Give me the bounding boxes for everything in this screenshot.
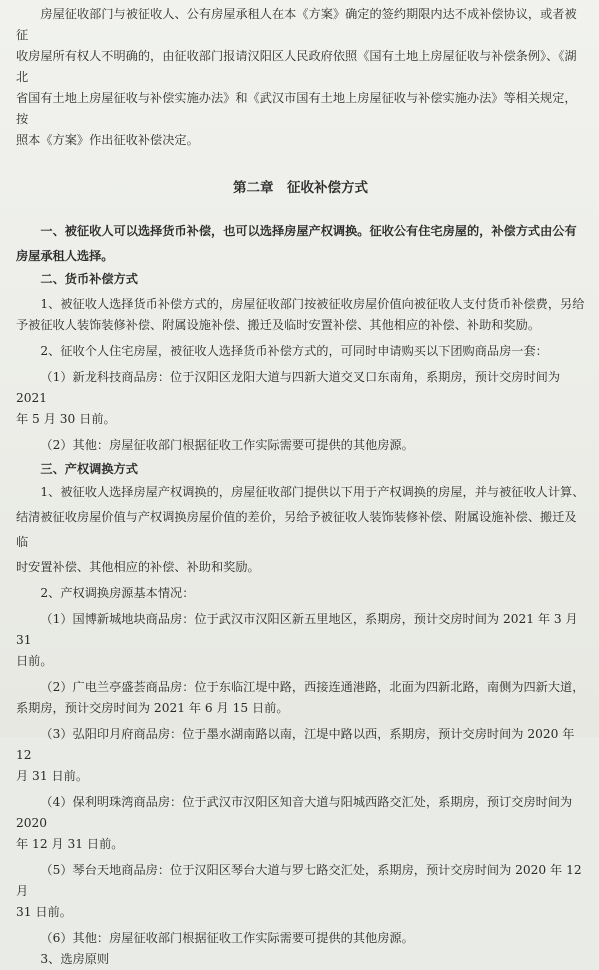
section-2-option-1 (16, 367, 585, 430)
option-1-line-2: 日前。 (16, 654, 53, 668)
intro-line-2: 收房屋所有权人不明确的，由征收部门报请汉阳区人民政府依照《国有土地上房屋征收与补偿条例》、《湖北 (16, 49, 577, 84)
housing-option-4 (16, 792, 585, 855)
s2-opt1-line-1: （1）新龙科技商品房：位于汉阳区龙阳大道与四新大道交叉口东南角，系期房，预计交房时间为 2021 (16, 370, 561, 405)
s3-p1-line-3: 时安置补偿、其他相应的补偿、补助和奖励。 (16, 560, 260, 574)
section-2-para-2: 2、征收个人住宅房屋，被征收人选择货币补偿方式的，可同时申请购买以下团购商品房一套： (40, 344, 548, 358)
section-1-line-1: 一、被征收人可以选择货币补偿，也可以选择房屋产权调换。征收公有住宅房屋的，补偿方式由公有 (40, 224, 577, 238)
intro-line-1: 房屋征收部门与被征收人、公有房屋承租人在本《方案》确定的签约期限内达不成补偿协议，或者被征 (16, 7, 577, 42)
s3-p1-line-2: 结清被征收房屋价值与产权调换房屋价值的差价，另给予被征收人装饰装修补偿、附属设施补偿、搬迁及临 (16, 510, 577, 549)
section-2-para-1 (16, 294, 585, 336)
s2-p1-line-2: 予被征收人装饰装修补偿、附属设施补偿、搬迁及临时安置补偿、其他相应的补偿、补助和奖励。 (16, 318, 541, 332)
chapter-title: 第二章 征收补偿方式 (233, 180, 368, 196)
section-3-para-2: 2、产权调换房源基本情况： (40, 586, 195, 600)
section-1-paragraph (16, 219, 585, 269)
option-5-line-2: 31 日前。 (16, 905, 72, 919)
housing-option-5 (16, 860, 585, 923)
option-2-line-2: 系期房，预计交房时间为 2021 年 6 月 15 日前。 (16, 701, 289, 715)
option-3-line-2: 月 31 日前。 (16, 769, 89, 783)
intro-line-4: 照本《方案》作出征收补偿决定。 (16, 133, 199, 147)
option-1-line-1: （1）国博新城地块商品房：位于武汉市汉阳区新五里地区，系期房，预计交房时间为 2021 年 3 月 31 (16, 612, 578, 647)
section-2-option-2: （2）其他：房屋征收部门根据征收工作实际需要可提供的其他房源。 (40, 438, 414, 452)
section-2-heading: 二、货币补偿方式 (40, 272, 138, 286)
intro-paragraph (16, 4, 585, 151)
section-1-line-2: 房屋承租人选择。 (16, 249, 114, 263)
housing-option-2 (16, 677, 585, 719)
section-3-para-3: 3、选房原则 (40, 952, 110, 966)
s2-opt1-line-2: 年 5 月 30 日前。 (16, 412, 116, 426)
option-4-line-1: （4）保利明珠湾商品房：位于武汉市汉阳区知音大道与阳城西路交汇处，系期房，预订交房时间为 2020 (16, 795, 573, 830)
s2-p1-line-1: 1、被征收人选择货币补偿方式的，房屋征收部门按被征收房屋价值向被征收人支付货币补偿费，另给 (40, 297, 585, 311)
housing-option-3 (16, 724, 585, 787)
s3-p1-line-1: 1、被征收人选择房屋产权调换的，房屋征收部门提供以下用于产权调换的房屋，并与被征收人计算、 (40, 485, 585, 499)
section-3-para-1 (16, 480, 585, 580)
intro-line-3: 省国有土地上房屋征收与补偿实施办法》和《武汉市国有土地上房屋征收与补偿实施办法》等相关规定，按 (16, 91, 577, 126)
option-4-line-2: 年 12 月 31 日前。 (16, 837, 124, 851)
section-3-heading: 三、产权调换方式 (40, 462, 138, 476)
option-3-line-1: （3）弘阳印月府商品房：位于墨水湖南路以南，江堤中路以西，系期房，预计交房时间为 2020 年 12 (16, 727, 575, 762)
housing-option-1 (16, 609, 585, 672)
option-5-line-1: （5）琴台天地商品房：位于汉阳区琴台大道与罗七路交汇处，系期房，预计交房时间为 2020 年 12 月 (16, 863, 582, 898)
option-2-line-1: （2）广电兰亭盛荟商品房：位于东临江堤中路，西接连通港路，北面为四新北路，南侧为四新大道， (40, 680, 585, 694)
housing-option-6: （6）其他：房屋征收部门根据征收工作实际需要可提供的其他房源。 (40, 931, 414, 945)
